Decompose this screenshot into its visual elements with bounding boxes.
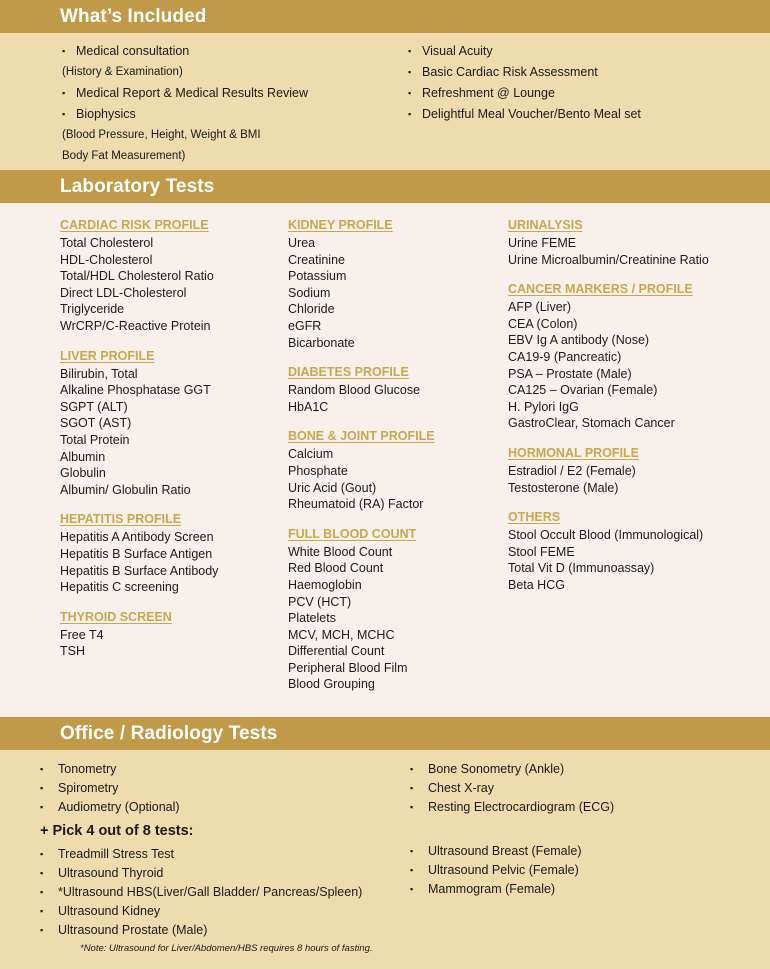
lab-test-item: H. Pylori IgG xyxy=(508,399,579,414)
lab-test-item: Blood Grouping xyxy=(288,677,375,692)
section-spacer xyxy=(0,705,770,717)
lab-test-item: Hepatitis B Surface Antigen xyxy=(60,546,213,561)
lab-test-item: Triglyceride xyxy=(60,302,125,317)
list-item xyxy=(40,798,410,817)
lab-test-item: MCV, MCH, MCHC xyxy=(288,627,395,642)
lab-test-item: SGPT (ALT) xyxy=(60,399,128,414)
lab-group xyxy=(508,281,756,432)
list-item xyxy=(62,84,407,103)
lab-test-item: Testosterone (Male) xyxy=(508,480,619,495)
lab-group xyxy=(288,526,500,693)
office-radiology-body xyxy=(0,750,770,969)
lab-test-item: CA19-9 (Pancreatic) xyxy=(508,349,622,364)
lab-group-title: CANCER MARKERS / PROFILE xyxy=(508,282,693,297)
lab-column-1 xyxy=(60,217,282,660)
lab-test-item: PCV (HCT) xyxy=(288,594,352,609)
lab-test-item: Direct LDL-Cholesterol xyxy=(60,285,187,300)
lab-test-item: Creatinine xyxy=(288,252,345,267)
lab-test-item: Total Cholesterol xyxy=(60,236,154,250)
list-item-label: Ultrasound Pelvic (Female) xyxy=(428,863,579,877)
list-item-note: (Blood Pressure, Height, Weight & BMI xyxy=(62,129,261,141)
lab-group-title: OTHERS xyxy=(508,510,561,525)
lab-test-item: HbA1C xyxy=(288,399,329,414)
list-item-label: Medical consultation xyxy=(76,44,190,58)
list-item xyxy=(408,84,748,103)
list-item xyxy=(62,42,407,61)
list-item-label: Ultrasound Breast (Female) xyxy=(428,844,582,858)
list-item xyxy=(408,63,748,82)
whats-included-right-column xyxy=(408,42,748,126)
list-item-label: *Ultrasound HBS(Liver/Gall Bladder/ Pancreas/Spleen) xyxy=(58,885,363,899)
square-bullet-icon xyxy=(40,883,58,902)
list-item-label: Tonometry xyxy=(58,762,117,776)
list-item-label: Visual Acuity xyxy=(422,44,493,58)
lab-test-item: Phosphate xyxy=(288,463,348,478)
lab-group-title: BONE & JOINT PROFILE xyxy=(288,429,435,444)
list-item-label: Basic Cardiac Risk Assessment xyxy=(422,65,598,79)
list-item-label: Mammogram (Female) xyxy=(428,882,556,896)
whats-included-left-column xyxy=(62,42,407,168)
list-item xyxy=(410,880,760,899)
lab-test-item: Bicarbonate xyxy=(288,335,355,350)
list-item xyxy=(410,760,760,779)
square-bullet-icon xyxy=(410,760,428,779)
lab-test-item: Beta HCG xyxy=(508,577,565,592)
lab-test-item: Chloride xyxy=(288,302,335,317)
lab-test-item: Globulin xyxy=(60,466,106,481)
list-item xyxy=(40,760,410,779)
lab-group xyxy=(60,217,282,335)
office-right-bottom-list xyxy=(410,842,760,899)
list-item xyxy=(40,921,410,940)
section-title-office-radiology: Office / Radiology Tests xyxy=(60,723,278,744)
list-item xyxy=(40,845,410,864)
list-item-label: Chest X-ray xyxy=(428,781,494,795)
lab-group-title: DIABETES PROFILE xyxy=(288,365,409,380)
list-item-label: Treadmill Stress Test xyxy=(58,847,175,861)
office-left-bottom-list xyxy=(40,845,410,940)
lab-test-item: Rheumatoid (RA) Factor xyxy=(288,497,424,512)
square-bullet-icon xyxy=(408,42,422,61)
square-bullet-icon xyxy=(40,760,58,779)
lab-test-item: GastroClear, Stomach Cancer xyxy=(508,416,675,431)
section-title-whats-included: What’s Included xyxy=(60,6,207,27)
lab-test-item: PSA – Prostate (Male) xyxy=(508,366,632,381)
square-bullet-icon xyxy=(410,880,428,899)
laboratory-tests-body xyxy=(0,203,770,705)
list-item-label: Ultrasound Kidney xyxy=(58,904,161,918)
lab-test-item: SGOT (AST) xyxy=(60,416,132,431)
list-item xyxy=(408,42,748,61)
list-item-label: Bone Sonometry (Ankle) xyxy=(428,762,565,776)
lab-test-item: Urine FEME xyxy=(508,236,577,250)
list-item xyxy=(408,105,748,124)
list-item-label: Resting Electrocardiogram (ECG) xyxy=(428,800,615,814)
list-item-label: Refreshment @ Lounge xyxy=(422,86,555,100)
square-bullet-icon xyxy=(410,861,428,880)
lab-group xyxy=(60,348,282,499)
lab-test-item: Urea xyxy=(288,236,316,250)
lab-test-item: Haemoglobin xyxy=(288,577,362,592)
lab-test-item: White Blood Count xyxy=(288,544,393,559)
lab-test-item: Free T4 xyxy=(60,627,104,642)
square-bullet-icon xyxy=(408,105,422,124)
list-item xyxy=(40,883,410,902)
list-item-label: Ultrasound Prostate (Male) xyxy=(58,923,208,937)
square-bullet-icon xyxy=(410,842,428,861)
lab-column-3 xyxy=(508,217,756,594)
list-item-label: Biophysics xyxy=(76,107,136,121)
lab-group xyxy=(60,511,282,595)
office-footnote: *Note: Ultrasound for Liver/Abdomen/HBS requires 8 hours of fasting. xyxy=(80,943,373,954)
lab-test-item: TSH xyxy=(60,644,85,659)
lab-group-title: THYROID SCREEN xyxy=(60,609,172,624)
office-left-column xyxy=(40,760,410,956)
list-item xyxy=(62,105,407,124)
lab-test-item: Albumin xyxy=(60,449,106,464)
lab-test-item: Urine Microalbumin/Creatinine Ratio xyxy=(508,252,709,267)
list-item xyxy=(40,779,410,798)
lab-test-item: Stool Occult Blood (Immunological) xyxy=(508,528,704,543)
section-header-office-radiology xyxy=(0,717,770,750)
section-title-laboratory-tests: Laboratory Tests xyxy=(60,176,215,197)
lab-test-item: Total/HDL Cholesterol Ratio xyxy=(60,269,214,284)
square-bullet-icon xyxy=(40,798,58,817)
list-item xyxy=(410,842,760,861)
lab-test-item: AFP (Liver) xyxy=(508,300,571,315)
list-item-label: Delightful Meal Voucher/Bento Meal set xyxy=(422,107,641,121)
square-bullet-icon xyxy=(40,902,58,921)
list-item-note: Body Fat Measurement) xyxy=(62,150,186,162)
lab-test-item: Hepatitis A Antibody Screen xyxy=(60,530,214,545)
list-item-label: Audiometry (Optional) xyxy=(58,800,180,814)
lab-test-item: EBV Ig A antibody (Nose) xyxy=(508,333,650,348)
square-bullet-icon xyxy=(408,84,422,103)
list-item-label: Ultrasound Thyroid xyxy=(58,866,164,880)
lab-test-item: Hepatitis B Surface Antibody xyxy=(60,563,219,578)
list-item xyxy=(410,861,760,880)
lab-test-item: Random Blood Glucose xyxy=(288,383,421,398)
square-bullet-icon xyxy=(410,798,428,817)
lab-test-item: Estradiol / E2 (Female) xyxy=(508,463,636,478)
list-item xyxy=(410,779,760,798)
section-header-whats-included xyxy=(0,0,770,33)
square-bullet-icon xyxy=(62,42,76,61)
square-bullet-icon xyxy=(408,63,422,82)
pick-tests-line: + Pick 4 out of 8 tests: xyxy=(40,823,194,839)
list-item xyxy=(40,902,410,921)
lab-group xyxy=(508,509,756,593)
list-item-label: Spirometry xyxy=(58,781,119,795)
square-bullet-icon xyxy=(40,864,58,883)
lab-test-item: Uric Acid (Gout) xyxy=(288,480,377,495)
lab-test-item: Red Blood Count xyxy=(288,561,384,576)
lab-test-item: Potassium xyxy=(288,269,347,284)
lab-test-item: Hepatitis C screening xyxy=(60,580,179,595)
lab-test-item: Bilirubin, Total xyxy=(60,366,138,381)
lab-test-item: Albumin/ Globulin Ratio xyxy=(60,482,191,497)
lab-group xyxy=(288,217,500,351)
whats-included-body xyxy=(0,33,770,170)
square-bullet-icon xyxy=(40,779,58,798)
list-item-note: (History & Examination) xyxy=(62,66,183,78)
lab-group-title: URINALYSIS xyxy=(508,218,583,232)
square-bullet-icon xyxy=(62,105,76,124)
list-item xyxy=(410,798,760,817)
lab-test-item: HDL-Cholesterol xyxy=(60,252,153,267)
square-bullet-icon xyxy=(40,921,58,940)
office-right-top-list xyxy=(410,760,760,817)
lab-group-title: HEPATITIS PROFILE xyxy=(60,512,182,527)
lab-group xyxy=(60,609,282,660)
lab-test-item: Total Vit D (Immunoassay) xyxy=(508,561,655,576)
lab-group xyxy=(288,364,500,415)
lab-test-item: WrCRP/C-Reactive Protein xyxy=(60,318,211,333)
list-item-label: Medical Report & Medical Results Review xyxy=(76,86,309,100)
lab-test-item: Peripheral Blood Film xyxy=(288,660,408,675)
lab-test-item: Sodium xyxy=(288,285,331,300)
lab-test-item: CEA (Colon) xyxy=(508,316,578,331)
lab-test-item: eGFR xyxy=(288,318,322,333)
office-left-top-list xyxy=(40,760,410,817)
lab-test-item: Stool FEME xyxy=(508,544,575,559)
lab-test-item: Calcium xyxy=(288,447,334,462)
square-bullet-icon xyxy=(62,84,76,103)
lab-test-item: Platelets xyxy=(288,611,336,626)
square-bullet-icon xyxy=(40,845,58,864)
lab-group xyxy=(288,428,500,512)
square-bullet-icon xyxy=(410,779,428,798)
lab-group-title: LIVER PROFILE xyxy=(60,348,155,363)
section-header-laboratory-tests xyxy=(0,170,770,203)
lab-test-item: Total Protein xyxy=(60,432,130,447)
lab-group xyxy=(508,445,756,496)
lab-group xyxy=(508,217,756,268)
lab-group-title: KIDNEY PROFILE xyxy=(288,218,393,232)
lab-test-item: Differential Count xyxy=(288,644,385,659)
lab-group-title: HORMONAL PROFILE xyxy=(508,445,640,460)
list-item xyxy=(40,864,410,883)
lab-column-2 xyxy=(288,217,500,693)
lab-test-item: CA125 – Ovarian (Female) xyxy=(508,383,658,398)
lab-group-title: FULL BLOOD COUNT xyxy=(288,526,417,541)
lab-group-title: CARDIAC RISK PROFILE xyxy=(60,218,209,232)
lab-test-item: Alkaline Phosphatase GGT xyxy=(60,383,211,398)
